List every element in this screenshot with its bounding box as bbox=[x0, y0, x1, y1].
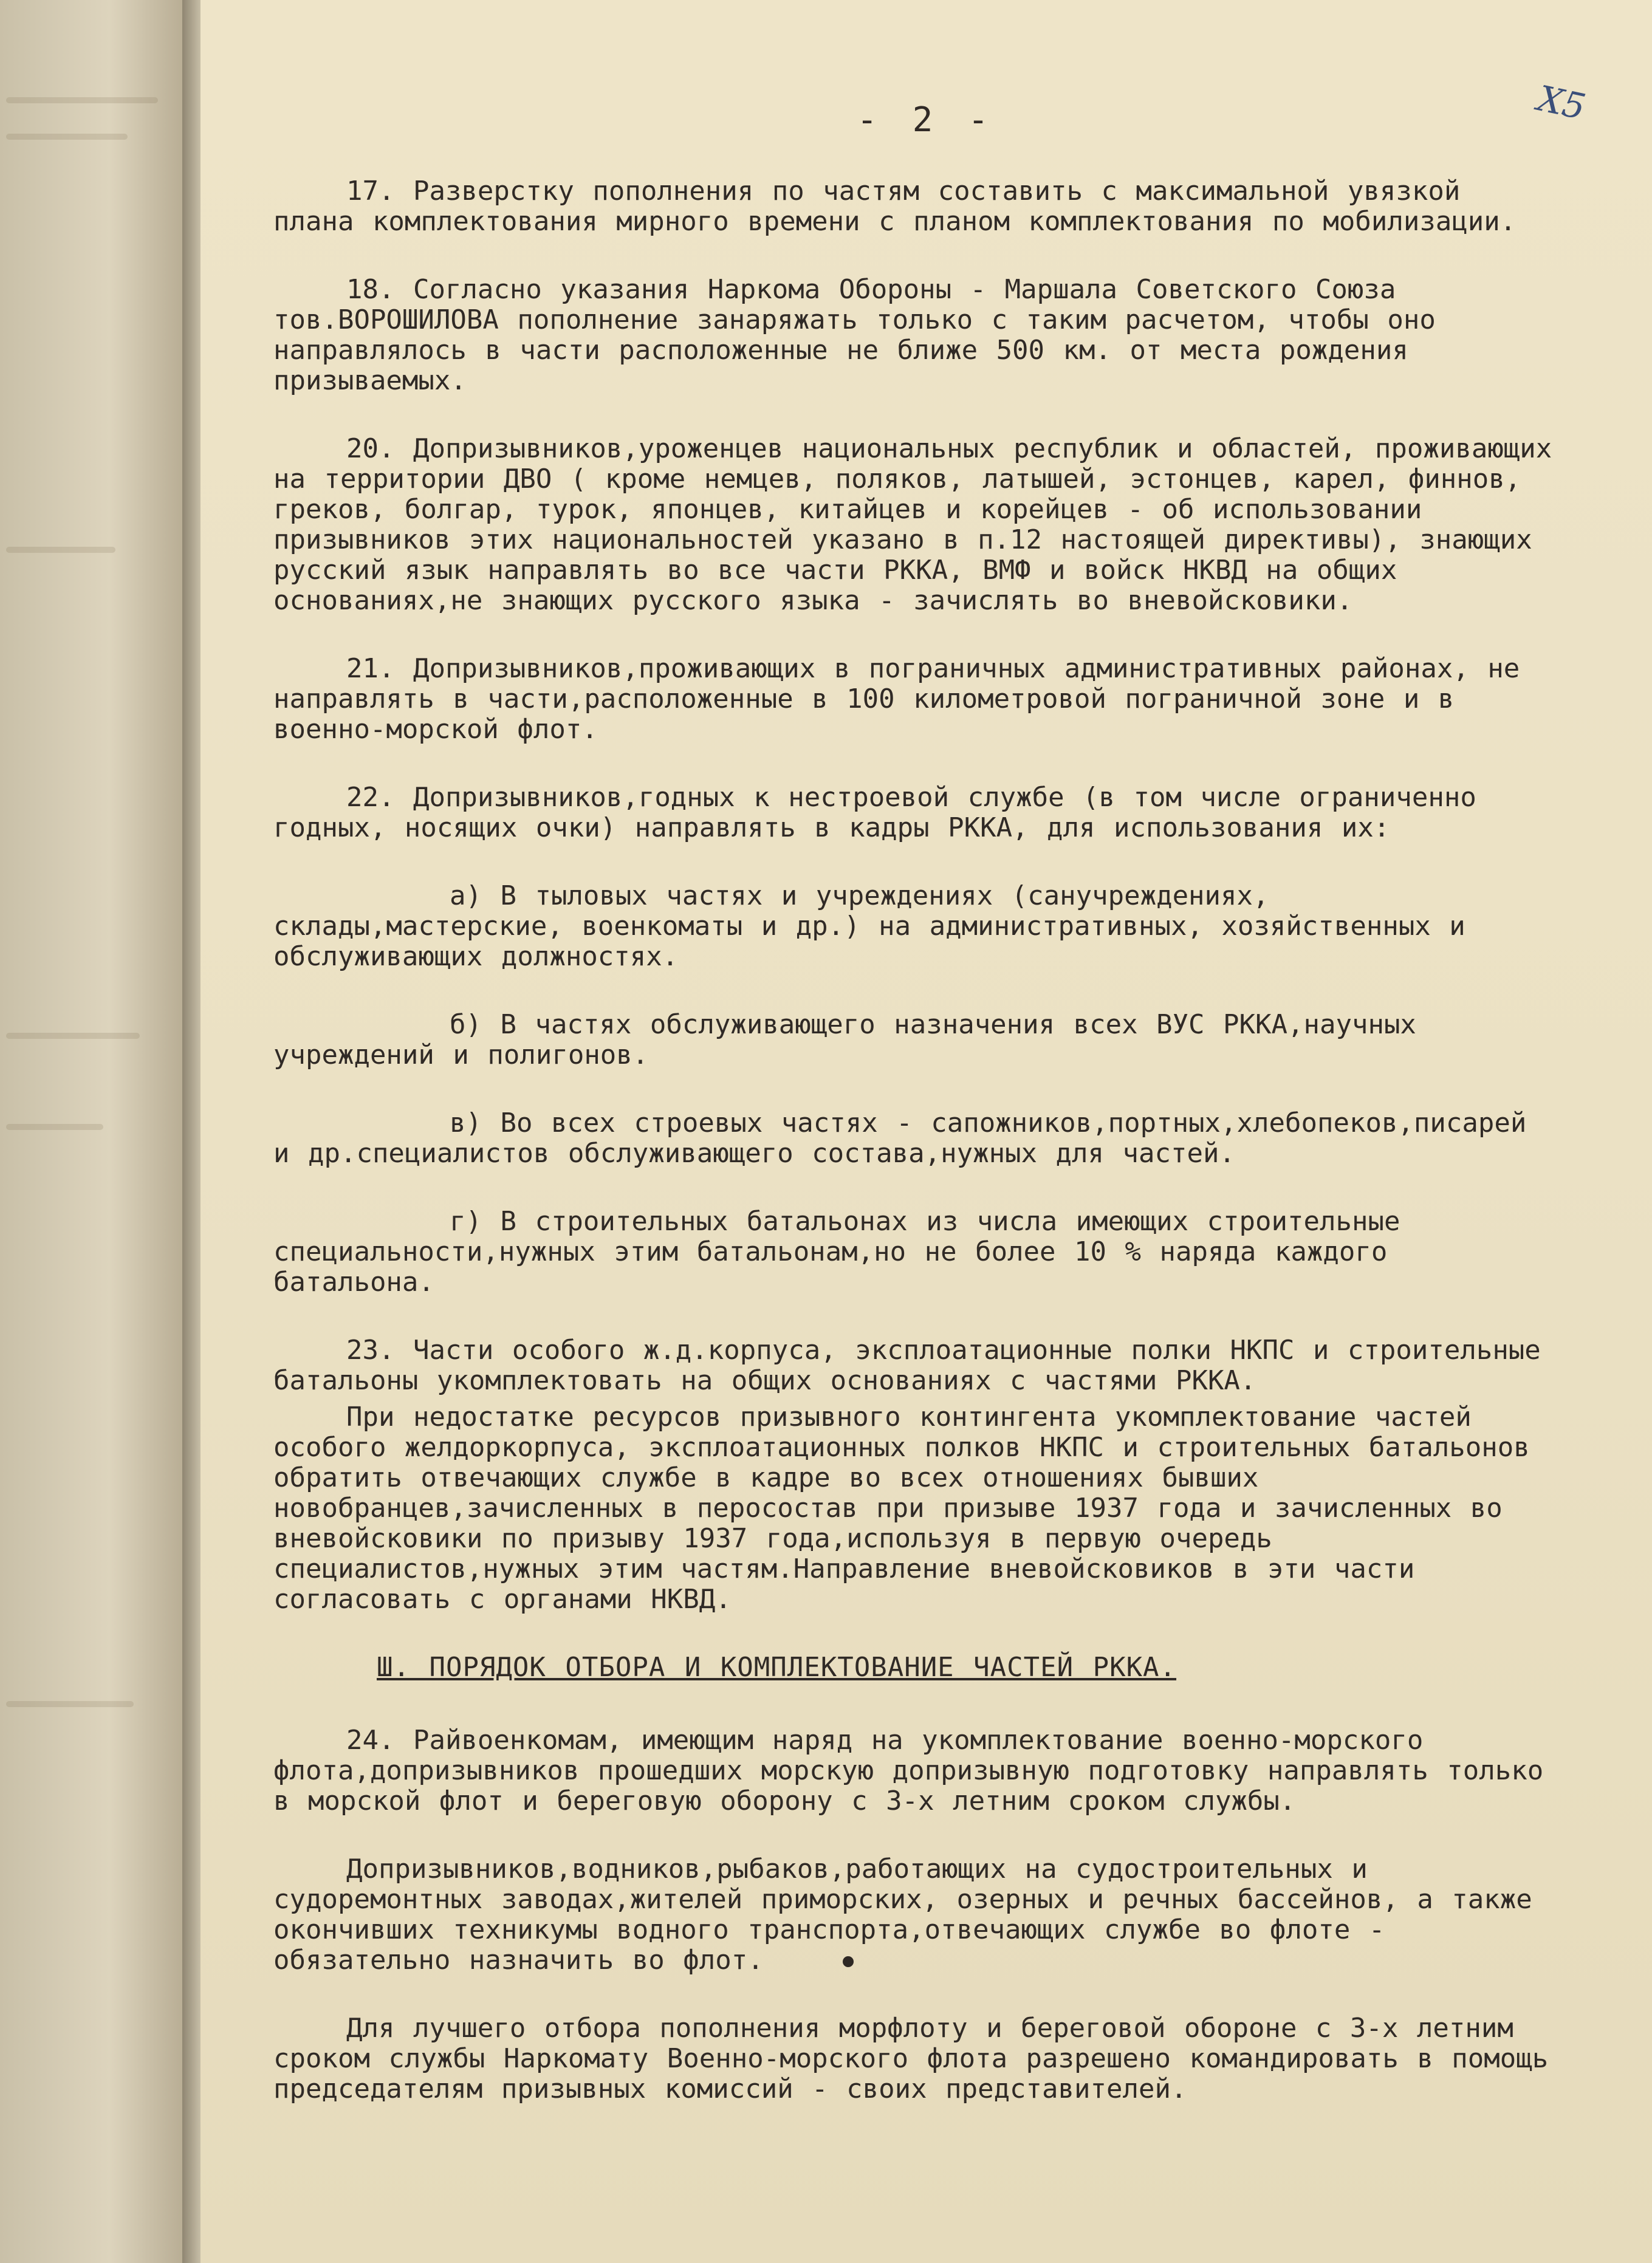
paragraph-22g: г) В строительных батальонах из числа имеющих строительные специальности,нужных этим батальонам,но не более 10 % наряда каждого батальона. bbox=[273, 1206, 1400, 1298]
archive-handwritten-mark: X5 bbox=[1534, 77, 1589, 128]
paragraph-22: 22. Допризывников,годных к нестроевой службе (в том числе ограниченно годных, носящих очки) направлять в кадры РККА, для использования их: bbox=[273, 782, 1476, 843]
paragraph-22b: б) В частях обслуживающего назначения всех ВУС РККА,научных учреждений и полигонов. bbox=[273, 1009, 1416, 1070]
page-number: - 2 - bbox=[857, 100, 996, 140]
ink-dot bbox=[843, 1956, 854, 1967]
paragraph-24-seamen bbox=[273, 1854, 1555, 1976]
binding-spine bbox=[182, 0, 201, 2263]
paragraph-17: 17. Разверстку пополнения по частям составить с максимальной увязкой плана комплектования мирного времени с планом комплектования по мобилизации. bbox=[273, 176, 1517, 237]
paragraph-23: 23. Части особого ж.д.корпуса, эксплоатационные полки НКПС и строительные батальоны укомплектовать на общих основаниях с частями РККА. bbox=[273, 1335, 1541, 1396]
paragraph-24-seamen-text: Допризывников,водников,рыбаков,работающих на судостроительных и судоремонтных заводах,жителей приморских, озерных и речных бассейнов, а также окончивших техникумы водного транспорта,отвечающих службе во флоте - обязательно назначить во флот. bbox=[273, 1854, 1532, 1976]
paragraph-22a: а) В тыловых частях и учреждениях (санучреждениях, склады,мастерские, военкоматы и др.) на административных, хозяйственных и обслуживающих должностях. bbox=[273, 880, 1465, 972]
adjacent-page bbox=[0, 0, 182, 2263]
paragraph-21: 21. Допризывников,проживающих в пограничных административных районах, не направлять в части,расположенные в 100 километровой пограничной зоне и в военно-морской флот. bbox=[273, 653, 1520, 745]
paragraph-18: 18. Согласно указания Наркома Обороны - Маршала Советского Союза тов.ВОРОШИЛОВА пополнение занаряжать только с таким расчетом, чтобы оно направлялось в части расположенные не ближе 500 км. от места рождения призываемых. bbox=[273, 274, 1436, 396]
paragraph-24-selection: Для лучшего отбора пополнения морфлоту и береговой обороне с 3-х летним сроком службы Наркомату Военно-морского флота разрешено командировать в помощь председателям призывных комиссий - своих представителей. bbox=[273, 2013, 1549, 2104]
paragraph-24: 24. Райвоенкомам, имеющим наряд на укомплектование военно-морского флота,допризывников прошедших морскую допризывную подготовку направлять только в морской флот и береговую оборону с 3-х летним сроком службы. bbox=[273, 1725, 1544, 1816]
section-heading: Ш. ПОРЯДОК ОТБОРА И КОМПЛЕКТОВАНИЕ ЧАСТЕЙ РККА. bbox=[377, 1652, 1177, 1683]
paragraph-20: 20. Допризывников,уроженцев национальных республик и областей, проживающих на территории ДВО ( кроме немцев, поляков, латышей, эстонцев, карел, финнов, греков, болгар, турок, японцев, китайцев и корейцев - об использовании призывников этих национальностей указано в п.12 настоящей директивы), знающих русский язык направлять во все части РККА, ВМФ и войск НКВД на общих основаниях,не знающих русского языка - зачислять во вневойсковики. bbox=[273, 433, 1552, 616]
document-body bbox=[273, 176, 1555, 2142]
document-page bbox=[201, 0, 1652, 2263]
paragraph-23-continuation: При недостатке ресурсов призывного контингента укомплектование частей особого желдоркорпуса, эксплоатационных полков НКПС и строительных батальонов обратить отвечающих службе в кадре во всех отношениях бывших новобранцев,зачисленных в перосостав при призыве 1937 года и зачисленных во вневойсковики по призыву 1937 года,используя в первую очередь специалистов,нужных этим частям.Направление вневойсковиков в эти части согласовать с органами НКВД. bbox=[273, 1402, 1530, 1615]
paragraph-22v: в) Во всех строевых частях - сапожников,портных,хлебопеков,писарей и др.специалистов обслуживающего состава,нужных для частей. bbox=[273, 1108, 1527, 1169]
